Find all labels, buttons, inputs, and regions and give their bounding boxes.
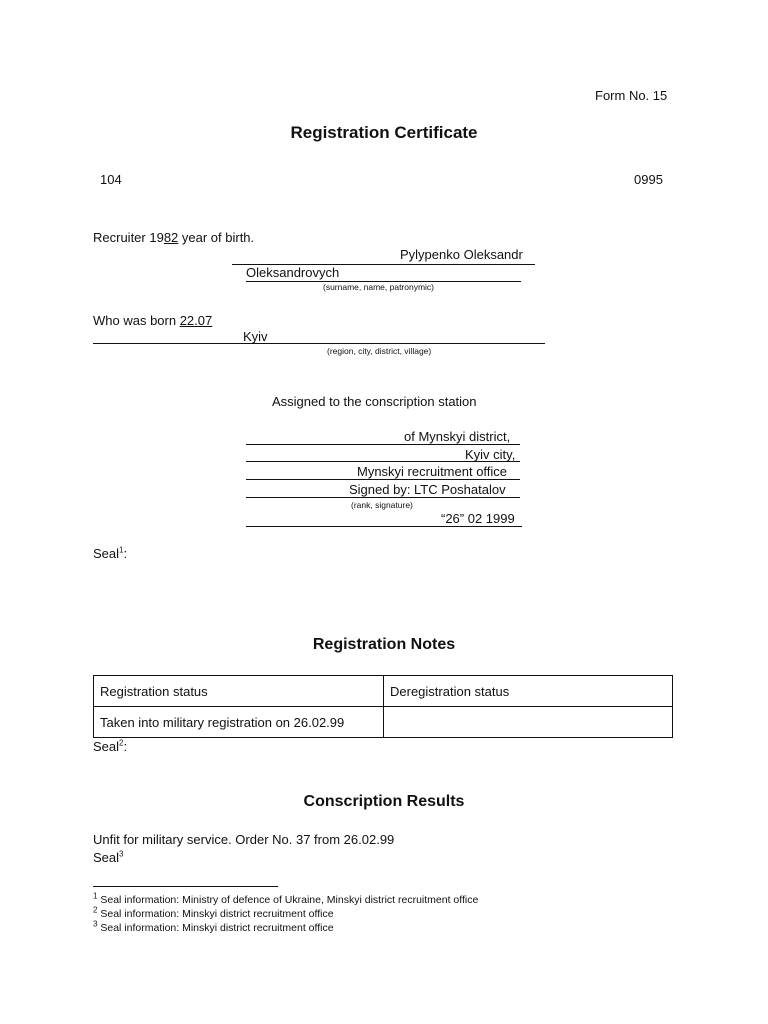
results-text: Unfit for military service. Order No. 37 from 26.02.99 [93, 832, 395, 847]
seal-3-label: Seal [93, 850, 120, 865]
recruiter-prefix: Recruiter 19 [93, 230, 164, 245]
assignment-office: Mynskyi recruitment office [357, 464, 508, 479]
notes-table [93, 675, 673, 738]
recruiter-patronymic: Oleksandrovych [246, 265, 340, 280]
signed-underline [246, 497, 520, 498]
date-underline [246, 526, 522, 527]
footnote-2 [93, 905, 334, 920]
seal-2-suffix: : [123, 739, 128, 754]
name-caption: (surname, name, patronymic) [323, 282, 435, 292]
notes-heading: Registration Notes [312, 636, 456, 653]
assignment-signed: Signed by: LTC Poshatalov [349, 482, 506, 497]
results-heading: Conscription Results [303, 793, 465, 810]
birth-line [93, 313, 212, 328]
seal-2 [93, 739, 127, 754]
signed-caption: (rank, signature) [351, 500, 413, 510]
birth-place: Kyiv [243, 329, 268, 344]
footnote-2-text: Seal information: Minskyi district recruitment office [97, 908, 334, 920]
header-deregistration-status: Deregistration status [384, 676, 673, 707]
seal-1-suffix: : [123, 546, 128, 561]
seal-2-label: Seal [93, 739, 120, 754]
recruiter-surname: Pylypenko Oleksandr [400, 247, 523, 262]
assignment-city: Kyiv city, [465, 447, 516, 462]
recruiter-line [93, 230, 254, 245]
birth-date: 22.07 [179, 313, 213, 328]
seal-1 [93, 546, 127, 561]
office-underline [246, 479, 520, 480]
table-header-row [94, 676, 673, 707]
serial-left: 104 [100, 172, 122, 187]
footnote-separator [93, 886, 278, 887]
footnote-3-text: Seal information: Minskyi district recruitment office [97, 922, 334, 934]
seal-1-sup: 1 [119, 545, 124, 555]
assignment-heading: Assigned to the conscription station [272, 394, 477, 409]
footnote-3 [93, 919, 334, 934]
serial-right: 0995 [634, 172, 663, 187]
assignment-date: “26” 02 1999 [441, 511, 515, 526]
place-caption: (region, city, district, village) [327, 346, 432, 356]
cell-deregistration-status [384, 707, 673, 738]
seal-3 [93, 850, 123, 865]
footnote-1-num: 1 [93, 891, 98, 901]
recruiter-suffix: year of birth. [178, 230, 255, 245]
seal-1-label: Seal [93, 546, 120, 561]
cell-registration-status: Taken into military registration on 26.02.99 [94, 707, 384, 738]
footnote-1-text: Seal information: Ministry of defence of Ukraine, Minskyi district recruitment office [97, 894, 479, 906]
seal-2-sup: 2 [119, 738, 124, 748]
table-row [94, 707, 673, 738]
seal-3-sup: 3 [119, 849, 124, 859]
birth-prefix: Who was born [93, 313, 180, 328]
form-number: Form No. 15 [595, 88, 668, 103]
birth-place-underline [93, 343, 545, 344]
assignment-district: of Mynskyi district, [404, 429, 511, 444]
page-title: Registration Certificate [290, 123, 478, 142]
district-underline [246, 444, 520, 445]
recruiter-year: 82 [163, 230, 179, 245]
footnote-1 [93, 891, 479, 906]
header-registration-status: Registration status [94, 676, 384, 707]
footnote-3-num: 3 [93, 919, 98, 929]
footnote-2-num: 2 [93, 905, 98, 915]
